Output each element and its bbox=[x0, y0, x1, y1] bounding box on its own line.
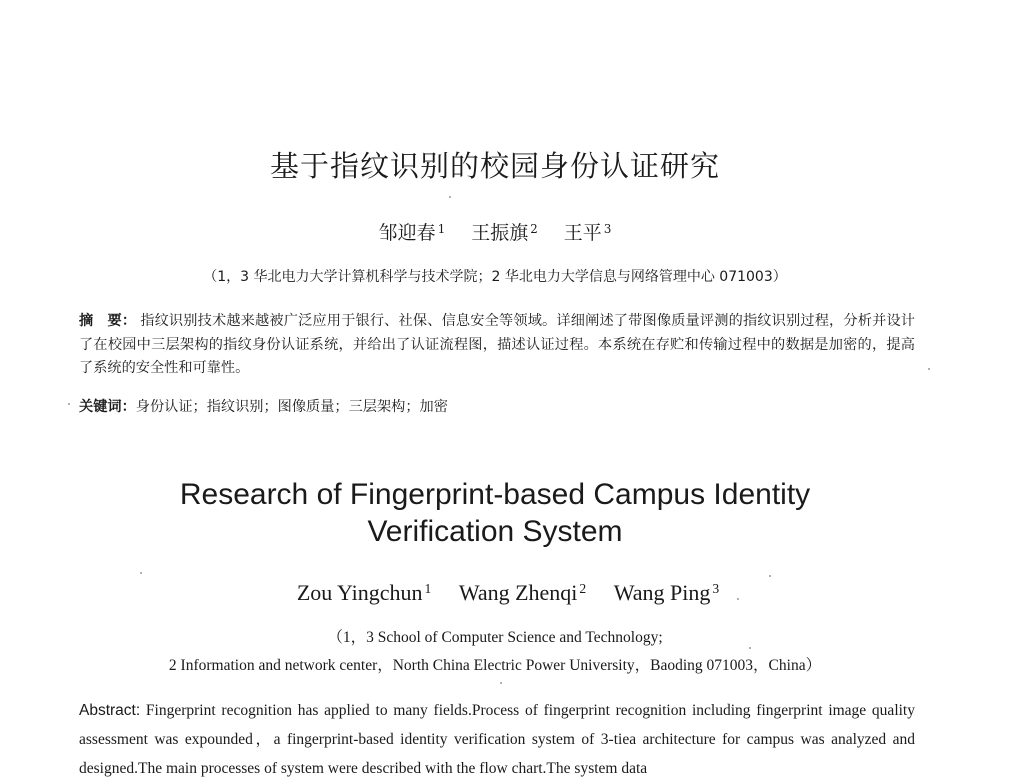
chinese-author: 邹迎春 $^1$ bbox=[378, 221, 446, 244]
english-abstract bbox=[79, 696, 915, 783]
english-abstract-label: Abstract: bbox=[79, 702, 141, 719]
chinese-abstract bbox=[79, 310, 915, 381]
chinese-author: 王振旗 $^2$ bbox=[471, 221, 538, 244]
english-authors bbox=[0, 580, 1016, 606]
scan-speck bbox=[737, 598, 739, 600]
english-title-line: Research of Fingerprint-based Campus Identity bbox=[179, 478, 811, 511]
english-author: Wang Ping $^3$ bbox=[613, 580, 720, 605]
chinese-author: 王平 $^3$ bbox=[563, 221, 612, 244]
english-affiliation-line: 2 Information and network center，North China Electric Power University，Baoding 071003，China） bbox=[168, 657, 822, 674]
scan-speck bbox=[449, 196, 451, 198]
chinese-keywords-label: 关键词： bbox=[79, 399, 136, 415]
scan-speck bbox=[928, 368, 930, 370]
english-author: Zou Yingchun $^1$ bbox=[296, 580, 432, 605]
english-title-line: Verification System bbox=[367, 515, 623, 548]
chinese-authors bbox=[0, 218, 990, 245]
scan-speck bbox=[500, 682, 502, 684]
english-title bbox=[0, 476, 990, 550]
scan-speck bbox=[68, 403, 70, 405]
english-affiliation-line: （1，3 School of Computer Science and Technology; bbox=[327, 629, 663, 646]
chinese-abstract-label: 摘 要： bbox=[79, 313, 137, 329]
chinese-keywords bbox=[79, 396, 448, 416]
chinese-title: 基于指纹识别的校园身份认证研究 bbox=[269, 149, 720, 183]
scan-speck bbox=[749, 647, 751, 649]
chinese-keywords-text: 身份认证；指纹识别；图像质量；三层架构；加密 bbox=[135, 399, 448, 415]
scan-speck bbox=[769, 575, 771, 577]
chinese-affiliation: （1，3 华北电力大学计算机科学与技术学院；2 华北电力大学信息与网络管理中心 071003） bbox=[203, 269, 787, 285]
english-abstract-text: Fingerprint recognition has applied to many fields.Process of fingerprint recognition including fingerprint image quality assessment was expounded，a fingerprint-based identity verification system of 3-tiea architecture for campus was analyzed and designed.The main processes of system were described with the flow chart.The system data bbox=[79, 702, 915, 777]
chinese-abstract-text: 指纹识别技术越来越被广泛应用于银行、社保、信息安全等领域。详细阐述了带图像质量评测的指纹识别过程，分析并设计了在校园中三层架构的指纹身份认证系统，并给出了认证流程图，描述认证过程。本系统在存贮和传输过程中的数据是加密的，提高了系统的安全性和可靠性。 bbox=[79, 313, 915, 376]
english-author: Wang Zhenqi $^2$ bbox=[458, 580, 587, 605]
scan-speck bbox=[140, 572, 142, 574]
